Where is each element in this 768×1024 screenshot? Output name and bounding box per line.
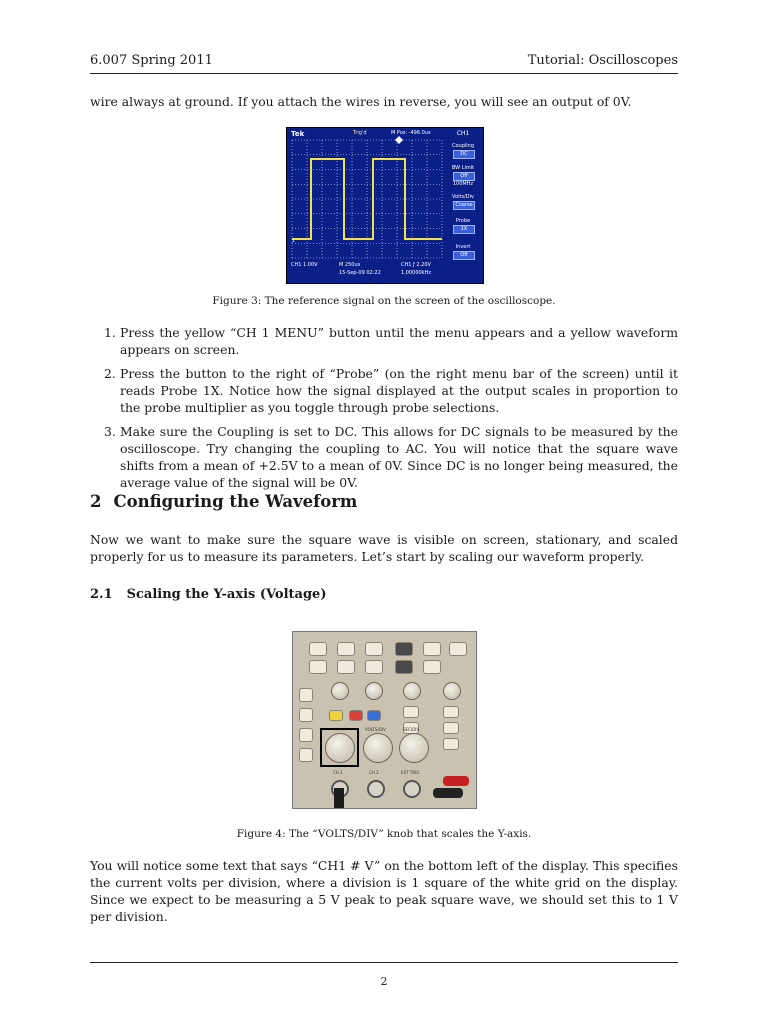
instruction-list <box>90 324 678 498</box>
front-panel-figure <box>292 631 477 809</box>
horizontal-position-knob <box>403 682 421 700</box>
scope-ground-marker: 1 <box>292 238 296 244</box>
subsection-number: 2.1 <box>90 587 113 602</box>
scope-trigger: CH1 ƒ 2.20V <box>401 262 431 268</box>
ch2-jack-label: CH 2 <box>369 770 379 775</box>
volts-div-knob-ch1 <box>325 733 355 763</box>
volts-div-label: VOLTS/DIV <box>365 727 386 732</box>
panel-button <box>309 660 327 674</box>
panel-button <box>395 660 413 674</box>
header-title: Tutorial: Oscilloscopes <box>527 53 678 68</box>
section-paragraph: Now we want to make sure the square wave is visible on screen, stationary, and scaled properly for us to measure its parameters. Let’s start by scaling our waveform properly. <box>90 532 678 564</box>
trigger-level-knob <box>443 682 461 700</box>
position-knob-ch2 <box>365 682 383 700</box>
instruction-step <box>90 365 678 416</box>
side-button <box>299 748 313 762</box>
menu-value-probe[interactable]: 1X <box>453 225 475 234</box>
section-heading <box>90 492 357 511</box>
scope-m-pos: M Pos: -496.0us <box>391 130 431 136</box>
oscilloscope-screen-figure <box>286 127 484 284</box>
side-button <box>299 688 313 702</box>
side-button <box>299 708 313 722</box>
panel-button <box>309 642 327 656</box>
ext-trig-bnc-jack <box>403 780 421 798</box>
step-text: Press the yellow “CH 1 MENU” button until the menu appears and a yellow waveform appears on screen. <box>120 325 678 357</box>
probe-clip-black <box>433 788 463 798</box>
footer-rule <box>90 962 678 963</box>
step-number: 2. <box>104 366 116 381</box>
figure3-caption: Figure 3: The reference signal on the screen of the oscilloscope. <box>212 295 556 307</box>
panel-button <box>443 706 459 718</box>
math-menu-button <box>349 710 363 721</box>
ch1-menu-button <box>329 710 343 721</box>
ch2-menu-button <box>367 710 381 721</box>
panel-button <box>443 738 459 750</box>
menu-label-bw-limit: BW Limit <box>451 165 475 171</box>
menu-label-probe: Probe <box>455 218 471 224</box>
section-title: Configuring the Waveform <box>113 492 358 511</box>
scope-frequency: 1.00000kHz <box>401 270 431 276</box>
header-rule <box>90 73 678 74</box>
menu-value-bw-limit[interactable]: Off <box>453 172 475 181</box>
scope-time-scale: M 250us <box>339 262 361 268</box>
panel-button <box>449 642 467 656</box>
panel-button <box>365 660 383 674</box>
intro-line: wire always at ground. If you attach the wires in reverse, you will see an output of 0V. <box>90 94 632 109</box>
probe-cable <box>334 788 344 808</box>
header-course: 6.007 Spring 2011 <box>90 53 213 68</box>
volts-div-knob-ch2 <box>363 733 393 763</box>
side-button <box>299 728 313 742</box>
panel-button <box>423 660 441 674</box>
step-number: 1. <box>104 325 116 340</box>
ch1-jack-label: CH 1 <box>333 770 343 775</box>
sec-div-label: SEC/DIV <box>403 727 420 732</box>
subsection-title: Scaling the Y-axis (Voltage) <box>126 587 327 602</box>
scope-brand: Tek <box>291 130 305 138</box>
menu-value-invert[interactable]: Off <box>453 251 475 260</box>
sec-div-knob <box>399 733 429 763</box>
panel-button <box>395 642 413 656</box>
ext-trig-jack-label: EXT TRIG <box>401 770 420 775</box>
ch2-bnc-jack <box>367 780 385 798</box>
scope-trig-status: Trig'd <box>353 130 367 136</box>
instruction-step <box>90 423 678 491</box>
panel-button <box>403 706 419 718</box>
scope-ch1-scale: CH1 1.00V <box>291 262 318 268</box>
scope-side-menu <box>445 130 481 277</box>
menu-title: CH1 <box>456 130 470 137</box>
menu-value-volts-div[interactable]: Coarse <box>453 201 475 210</box>
menu-value-coupling[interactable]: DC <box>453 150 475 159</box>
page-number: 2 <box>380 975 388 988</box>
menu-label-coupling: Coupling <box>451 143 474 149</box>
menu-label-bw-freq: 100MHz <box>452 181 474 187</box>
instruction-step <box>90 324 678 358</box>
step-text: Make sure the Coupling is set to DC. This allows for DC signals to be measured by the oscilloscope. Try changing the coupling to AC. You will notice that the square wave shifts from a mean of +2.5V to a mean of 0V. Since DC is no longer being measured, the average value of the signal will be 0V. <box>120 424 678 490</box>
scope-date: 15-Sep-09 02:22 <box>339 270 381 276</box>
panel-button <box>443 722 459 734</box>
figure4-caption: Figure 4: The “VOLTS/DIV” knob that scales the Y-axis. <box>236 828 532 840</box>
panel-button <box>365 642 383 656</box>
panel-button <box>337 660 355 674</box>
panel-button <box>337 642 355 656</box>
panel-button <box>423 642 441 656</box>
menu-label-volts-div: Volts/Div <box>452 194 474 200</box>
closing-paragraph: You will notice some text that says “CH1 # V” on the bottom left of the display. This specifies the current volts per division, where a division is 1 square of the white grid on the display. Since we expect to be measuring a 5 V peak to peak square wave, we should set this to 1 V per division. <box>90 858 678 924</box>
subsection-heading <box>90 587 326 602</box>
menu-label-invert: Invert <box>455 244 471 250</box>
step-number: 3. <box>104 424 116 439</box>
section-number: 2 <box>90 492 102 511</box>
probe-clip-red <box>443 776 469 786</box>
step-text: Press the button to the right of “Probe” (on the right menu bar of the screen) until it reads Probe 1X. Notice how the signal displayed at the output scales in proportion to the probe multiplier as you toggle through probe selections. <box>120 366 678 415</box>
position-knob-ch1 <box>331 682 349 700</box>
